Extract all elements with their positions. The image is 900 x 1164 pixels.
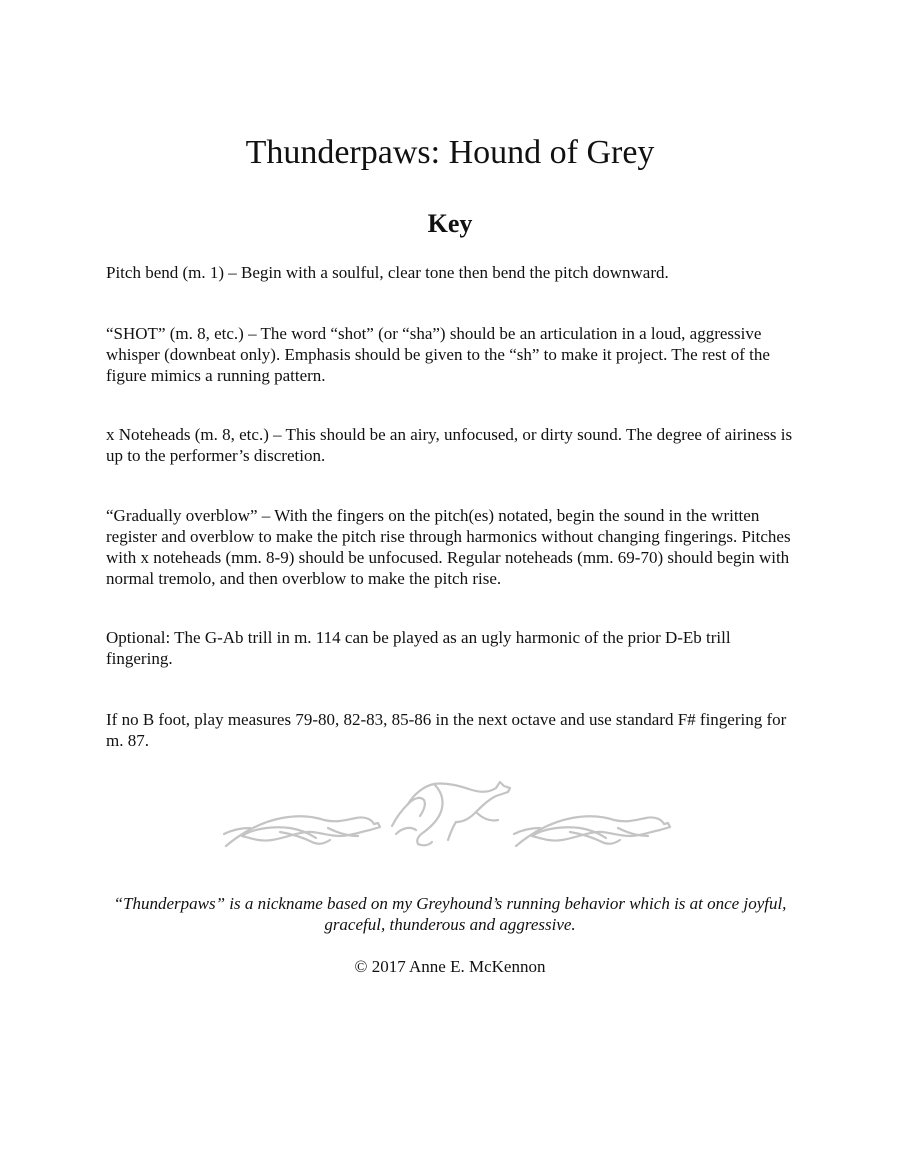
key-entry-gradually-overblow: “Gradually overblow” – With the fingers on the pitch(es) notated, begin the sound in the written register and overblow to make the pitch rise through harmonics without changing fingerings. Pitches with x noteheads (mm. 8-9) should be unfocused. Regular noteheads (mm. 69-70) should begin with normal tremolo, and then overblow to make the pitch rise. [106, 506, 791, 588]
key-entry-x-noteheads: x Noteheads (m. 8, etc.) – This should be an airy, unfocused, or dirty sound. The degree of airiness is up to the performer’s discretion. [106, 425, 793, 465]
key-entry-optional-trill: Optional: The G-Ab trill in m. 114 can be played as an ugly harmonic of the prior D-Eb trill fingering. [106, 628, 731, 668]
page-title: Thunderpaws: Hound of Grey [245, 134, 655, 171]
caption-note: “Thunderpaws” is a nickname based on my Greyhound’s running behavior which is at once joyful, graceful, thunderous and aggressive. [113, 894, 787, 934]
copyright-notice: © 2017 Anne E. McKennon [354, 957, 546, 976]
key-entry-b-foot: If no B foot, play measures 79-80, 82-83, 85-86 in the next octave and use standard F# fingering for m. 87. [106, 710, 787, 750]
key-entry-shot: “SHOT” (m. 8, etc.) – The word “shot” (or “sha”) should be an articulation in a loud, aggressive whisper (downbeat only). Emphasis should be given to the “sh” to make it project. The rest of the figure mimics a running pattern. [106, 324, 770, 385]
section-heading-key: Key [427, 209, 473, 238]
key-entry-pitch-bend: Pitch bend (m. 1) – Begin with a soulful, clear tone then bend the pitch downward. [106, 263, 669, 282]
greyhound-silhouettes-icon [220, 776, 680, 852]
